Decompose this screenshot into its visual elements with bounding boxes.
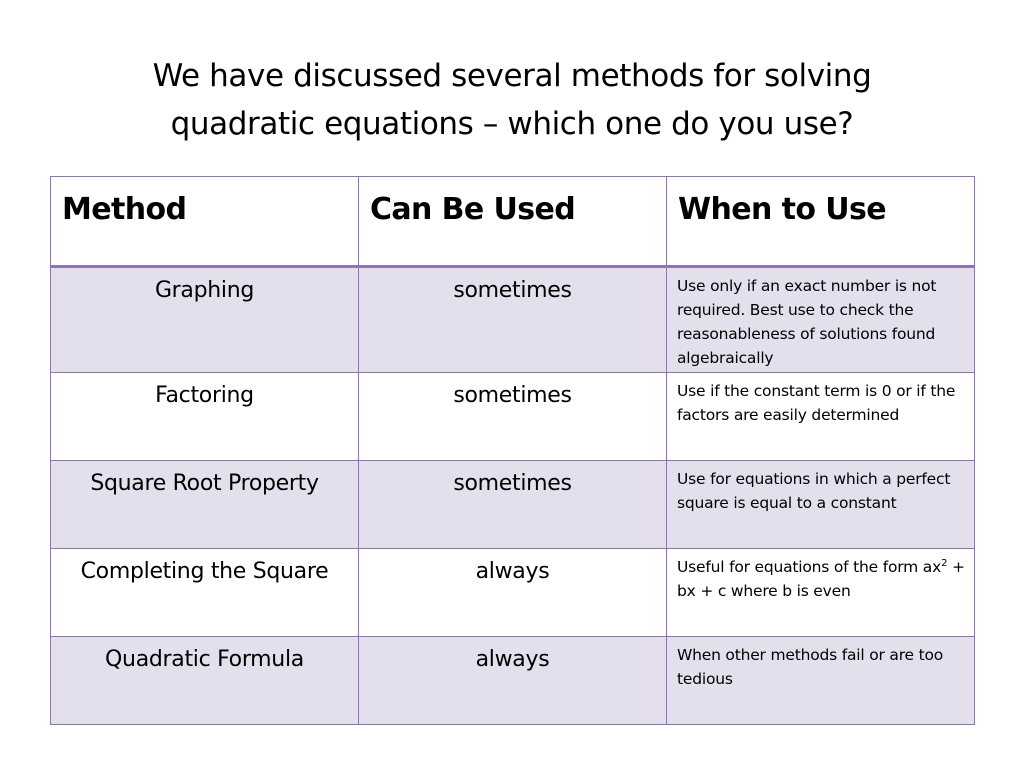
cell-method: Completing the Square (51, 549, 359, 637)
cell-method: Factoring (51, 373, 359, 461)
cell-when-to-use (667, 549, 975, 637)
when-text-prefix: Useful for equations of the form ax (677, 558, 942, 576)
cell-method: Square Root Property (51, 461, 359, 549)
cell-can-be-used: always (359, 549, 667, 637)
when-text-suffix: + bx + c where b is even (677, 558, 965, 600)
table-row-square-root-property (51, 461, 975, 549)
cell-can-be-used: sometimes (359, 267, 667, 373)
cell-method: Quadratic Formula (51, 637, 359, 725)
cell-when-to-use: Use for equations in which a perfect square is equal to a constant (667, 461, 975, 549)
header-when-to-use: When to Use (667, 177, 975, 267)
cell-can-be-used: sometimes (359, 461, 667, 549)
table-header-row (51, 177, 975, 267)
cell-method: Graphing (51, 267, 359, 373)
cell-when-to-use: Use if the constant term is 0 or if the factors are easily determined (667, 373, 975, 461)
methods-table (50, 176, 975, 725)
slide-title-line-2: quadratic equations – which one do you use? (170, 106, 854, 142)
header-can-be-used: Can Be Used (359, 177, 667, 267)
table-row-factoring (51, 373, 975, 461)
slide-title-line-1: We have discussed several methods for solving (152, 58, 872, 94)
cell-can-be-used: always (359, 637, 667, 725)
table-row-graphing (51, 267, 975, 373)
slide-title (0, 52, 1024, 148)
cell-when-to-use: When other methods fail or are too tedious (667, 637, 975, 725)
table-row-completing-the-square (51, 549, 975, 637)
header-method: Method (51, 177, 359, 267)
cell-can-be-used: sometimes (359, 373, 667, 461)
cell-when-to-use: Use only if an exact number is not required. Best use to check the reasonableness of solutions found algebraically (667, 267, 975, 373)
exponent-superscript: 2 (941, 558, 948, 569)
table-row-quadratic-formula (51, 637, 975, 725)
